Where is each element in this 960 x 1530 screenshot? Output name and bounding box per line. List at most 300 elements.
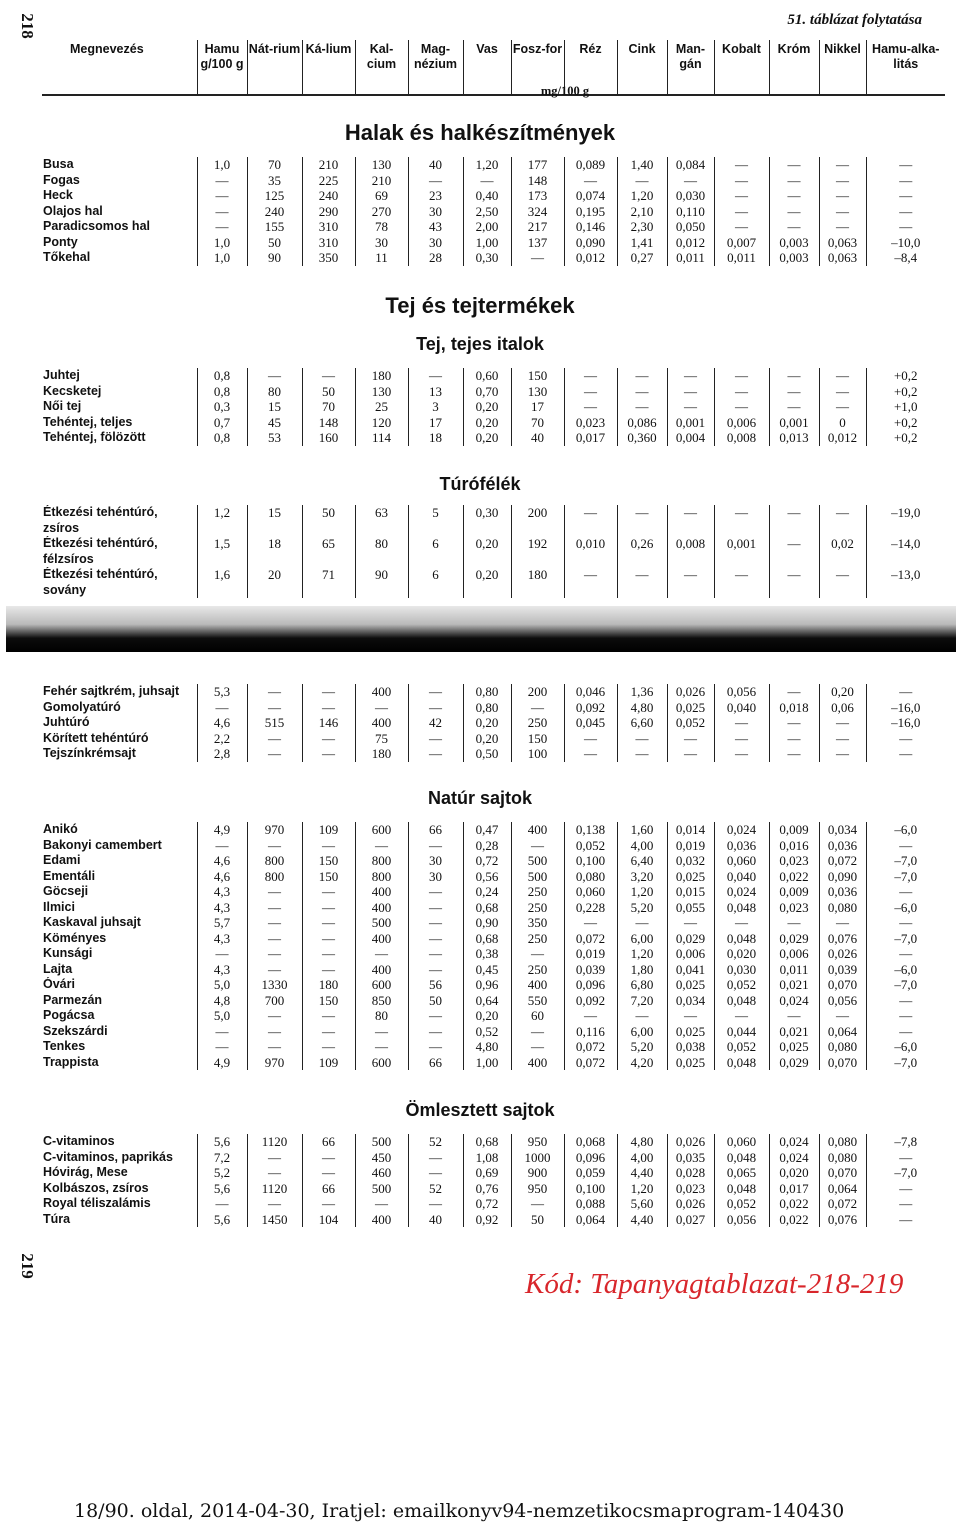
table-cell: —: [564, 384, 617, 400]
table-cell: 155: [247, 219, 302, 235]
table-cell: —: [819, 173, 866, 189]
table-cell: 0,68: [463, 931, 511, 947]
table-cell: 0,030: [667, 188, 714, 204]
table-cell: 0,056: [714, 1212, 769, 1228]
table-cell: —: [564, 915, 617, 931]
table-cell: 1,0: [197, 235, 247, 251]
section-omlesztett-title: Ömlesztett sajtok: [405, 1100, 555, 1120]
table-cell: 600: [355, 822, 408, 838]
table-cell: 1,5: [197, 536, 247, 567]
table-cell: 109: [302, 822, 355, 838]
table-cell: 120: [355, 415, 408, 431]
table-cell: 0,029: [667, 931, 714, 947]
table-row: [42, 219, 945, 235]
table-cell: 1,20: [617, 946, 667, 962]
table-cell: 1,36: [617, 684, 667, 700]
table-cell: 250: [511, 962, 564, 978]
table-cell: —: [866, 204, 945, 220]
table-cell: 0,47: [463, 822, 511, 838]
table-row: [42, 1150, 945, 1166]
table-cell: 0,063: [819, 250, 866, 266]
table-cell: —: [819, 715, 866, 731]
table-cell: —: [819, 399, 866, 415]
table-cell: —: [819, 384, 866, 400]
column-header: Hamu-alka-litás: [866, 40, 945, 95]
table-cell: 23: [408, 188, 463, 204]
table-cell: 0,036: [714, 838, 769, 854]
table-cell: —: [714, 731, 769, 747]
table-cell: —: [197, 188, 247, 204]
table-cell: 11: [355, 250, 408, 266]
table-cell: 15: [247, 399, 302, 415]
table-cell: 0,014: [667, 822, 714, 838]
table-cell: 180: [355, 746, 408, 762]
table-cell: 0,039: [819, 962, 866, 978]
table-row: [42, 1196, 945, 1212]
table-cell: —: [247, 900, 302, 916]
table-cell: 400: [355, 962, 408, 978]
table-cell: 0,20: [463, 536, 511, 567]
table-cell: 0,008: [667, 536, 714, 567]
table-cell: 310: [302, 219, 355, 235]
column-header: Cink: [617, 40, 667, 95]
table-cell: 0,011: [667, 250, 714, 266]
table-cell: —: [247, 838, 302, 854]
table-cell: 43: [408, 219, 463, 235]
table-cell: —: [408, 946, 463, 962]
table-cell: 210: [355, 173, 408, 189]
table-cell: —: [511, 1039, 564, 1055]
table-cell: 0,052: [714, 977, 769, 993]
code-label: Kód: Tapanyagtablazat-218-219: [525, 1268, 904, 1300]
table-cell: 0,029: [769, 931, 819, 947]
table-cell: 0,003: [769, 235, 819, 251]
table-cell: —: [617, 173, 667, 189]
table-cell: —: [714, 204, 769, 220]
table-cell: 0,360: [617, 430, 667, 446]
table-cell: 0,039: [564, 962, 617, 978]
table-cell: 0,025: [769, 1039, 819, 1055]
table-cell: 0,045: [564, 715, 617, 731]
table-cell: —: [866, 838, 945, 854]
table-cell: 20: [247, 567, 302, 598]
table-cell: 0,27: [617, 250, 667, 266]
table-cell: 150: [302, 869, 355, 885]
table-row: [42, 384, 945, 400]
table-cell: 0,20: [819, 684, 866, 700]
table-cell: 0,019: [667, 838, 714, 854]
table-cell: 0,048: [714, 1150, 769, 1166]
table-row: [42, 684, 945, 700]
table-cell: –6,0: [866, 1039, 945, 1055]
table-cell: 240: [302, 188, 355, 204]
table-cell: 0,048: [714, 1055, 769, 1071]
table-row: [42, 536, 945, 567]
table-row: [42, 1134, 945, 1150]
table-cell: 0,110: [667, 204, 714, 220]
table-cell: 800: [247, 853, 302, 869]
table-cell: —: [247, 962, 302, 978]
table-cell: —: [302, 1150, 355, 1166]
table-cell: —: [769, 188, 819, 204]
table-cell: 0,024: [714, 884, 769, 900]
table-cell: 0,020: [769, 1165, 819, 1181]
row-label: Kunsági: [43, 946, 93, 960]
table-cell: 0,035: [667, 1150, 714, 1166]
row-label: C-vitaminos: [43, 1134, 115, 1148]
table-cell: 18: [408, 430, 463, 446]
table-cell: 4,00: [617, 838, 667, 854]
table-cell: 0,146: [564, 219, 617, 235]
table-cell: —: [197, 173, 247, 189]
table-row: [42, 993, 945, 1009]
table-cell: 0,088: [564, 1196, 617, 1212]
table-cell: —: [302, 884, 355, 900]
table-cell: 6,80: [617, 977, 667, 993]
table-cell: 148: [511, 173, 564, 189]
table-cell: 0,089: [564, 157, 617, 173]
table-cell: 0,048: [714, 1181, 769, 1197]
table-row: [42, 368, 945, 384]
table-cell: 63: [355, 505, 408, 536]
page-number-bottom: 219: [17, 1253, 37, 1279]
table-row: [42, 188, 945, 204]
row-label: Túra: [43, 1211, 71, 1226]
header-table: [42, 40, 945, 96]
table-cell: —: [866, 746, 945, 762]
table-cell: —: [866, 915, 945, 931]
header-row: [42, 40, 945, 95]
table-cell: 0,023: [564, 415, 617, 431]
table-cell: 0,076: [819, 931, 866, 947]
table-cell: —: [819, 915, 866, 931]
table-cell: 1120: [247, 1181, 302, 1197]
table-cell: —: [866, 684, 945, 700]
row-label: Köményes: [43, 930, 107, 945]
table-cell: 0,20: [463, 567, 511, 598]
table-cell: —: [769, 384, 819, 400]
table-cell: 400: [355, 900, 408, 916]
column-header: Fosz-for: [511, 40, 564, 95]
table-cell: 0,006: [769, 946, 819, 962]
table-row: [42, 505, 945, 536]
table-cell: —: [819, 731, 866, 747]
table-cell: 192: [511, 536, 564, 567]
table-cell: —: [617, 1008, 667, 1024]
table-cell: 0,012: [564, 250, 617, 266]
table-cell: 69: [355, 188, 408, 204]
table-cell: —: [714, 915, 769, 931]
column-header: Nikkel: [819, 40, 866, 95]
row-label: Étkezési tehéntúró, zsíros: [43, 505, 158, 535]
table-cell: —: [408, 1165, 463, 1181]
table-row: [42, 700, 945, 716]
table-cell: —: [302, 915, 355, 931]
table-cell: —: [819, 567, 866, 598]
row-label: Női tej: [43, 399, 82, 413]
table-cell: —: [564, 368, 617, 384]
table-cell: 0,72: [463, 853, 511, 869]
table-cell: —: [302, 1008, 355, 1024]
table-cell: 5,6: [197, 1181, 247, 1197]
table-cell: —: [408, 700, 463, 716]
table-cell: 2,8: [197, 746, 247, 762]
table-cell: 0,080: [564, 869, 617, 885]
table-cell: 125: [247, 188, 302, 204]
table-cell: —: [714, 567, 769, 598]
table-cell: 250: [511, 884, 564, 900]
table-cell: 0,080: [819, 1134, 866, 1150]
section-omlesztett: [0, 1134, 960, 1227]
table-cell: –8,4: [866, 250, 945, 266]
table-cell: 0,20: [463, 415, 511, 431]
table-cell: —: [247, 931, 302, 947]
halak-table: [42, 157, 945, 266]
table-cell: 0,017: [564, 430, 617, 446]
table-cell: 0,8: [197, 368, 247, 384]
table-cell: 0,055: [667, 900, 714, 916]
table-cell: 40: [511, 430, 564, 446]
table-cell: 0,040: [714, 869, 769, 885]
table-cell: 800: [355, 869, 408, 885]
table-cell: —: [247, 1008, 302, 1024]
table-cell: —: [769, 715, 819, 731]
table-cell: 104: [302, 1212, 355, 1228]
table-cell: 4,6: [197, 869, 247, 885]
table-cell: —: [714, 746, 769, 762]
column-header: Megnevezés: [70, 42, 144, 56]
table-cell: –16,0: [866, 715, 945, 731]
table-cell: 0,064: [819, 1181, 866, 1197]
table-cell: 52: [408, 1181, 463, 1197]
table-cell: 7,20: [617, 993, 667, 1009]
table-cell: —: [866, 173, 945, 189]
table-cell: 5,60: [617, 1196, 667, 1212]
table-cell: —: [197, 1196, 247, 1212]
table-cell: 7,2: [197, 1150, 247, 1166]
table-cell: 0,138: [564, 822, 617, 838]
table-cell: 45: [247, 415, 302, 431]
table-cell: 0,7: [197, 415, 247, 431]
row-label: Körített tehéntúró: [43, 730, 149, 745]
row-label: Parmezán: [43, 992, 103, 1007]
column-header: Ká-lium: [302, 40, 355, 95]
table-cell: 0,072: [819, 1196, 866, 1212]
table-cell: 6,40: [617, 853, 667, 869]
table-row: [42, 204, 945, 220]
table-cell: 5,0: [197, 977, 247, 993]
table-row: [42, 399, 945, 415]
table-cell: —: [197, 700, 247, 716]
table-title: 51. táblázat folytatása: [787, 12, 922, 28]
table-cell: —: [408, 731, 463, 747]
table-cell: 0,28: [463, 838, 511, 854]
table-cell: —: [866, 1150, 945, 1166]
table-cell: —: [819, 157, 866, 173]
table-cell: —: [408, 368, 463, 384]
table-cell: 50: [302, 384, 355, 400]
table-cell: —: [408, 684, 463, 700]
table-cell: 500: [355, 915, 408, 931]
table-cell: —: [769, 399, 819, 415]
table-cell: 17: [408, 415, 463, 431]
table-cell: 60: [511, 1008, 564, 1024]
section-tej-title: Tej és tejtermékek: [385, 293, 575, 318]
table-cell: —: [819, 368, 866, 384]
table-cell: 225: [302, 173, 355, 189]
table-cell: 114: [355, 430, 408, 446]
table-cell: 0,006: [667, 946, 714, 962]
table-cell: 950: [511, 1134, 564, 1150]
table-cell: 0,032: [667, 853, 714, 869]
table-cell: —: [769, 368, 819, 384]
table-row: [42, 1165, 945, 1181]
row-label: Szekszárdi: [43, 1023, 108, 1038]
table-cell: 0,80: [463, 700, 511, 716]
table-row: [42, 900, 945, 916]
table-cell: 0,228: [564, 900, 617, 916]
table-cell: 0,52: [463, 1024, 511, 1040]
table-cell: 160: [302, 430, 355, 446]
table-cell: 0,048: [714, 993, 769, 1009]
table-cell: 0,024: [769, 1150, 819, 1166]
table-cell: 56: [408, 977, 463, 993]
table-cell: 1,20: [617, 884, 667, 900]
table-cell: 0,022: [769, 869, 819, 885]
table-cell: —: [866, 884, 945, 900]
table-cell: —: [866, 993, 945, 1009]
table-cell: —: [617, 399, 667, 415]
table-cell: 30: [408, 204, 463, 220]
table-cell: 1,08: [463, 1150, 511, 1166]
table-cell: —: [819, 204, 866, 220]
table-cell: 0,30: [463, 505, 511, 536]
column-header: Mag-nézium: [408, 40, 463, 95]
table-cell: —: [408, 900, 463, 916]
table-cell: 0,90: [463, 915, 511, 931]
table-cell: —: [819, 219, 866, 235]
table-cell: 17: [511, 399, 564, 415]
table-cell: 0,052: [667, 715, 714, 731]
table-cell: 80: [247, 384, 302, 400]
table-cell: 18: [247, 536, 302, 567]
table-cell: —: [617, 731, 667, 747]
table-cell: 0,025: [667, 1024, 714, 1040]
table-cell: 0,036: [819, 884, 866, 900]
table-cell: 4,80: [463, 1039, 511, 1055]
table-cell: +0,2: [866, 415, 945, 431]
table-cell: 0,69: [463, 1165, 511, 1181]
table-cell: —: [302, 1039, 355, 1055]
table-cell: 0,026: [667, 1134, 714, 1150]
table-cell: 0,009: [769, 822, 819, 838]
table-cell: 0,056: [819, 993, 866, 1009]
table-cell: 70: [247, 157, 302, 173]
table-cell: 0,06: [819, 700, 866, 716]
table-cell: 0,022: [769, 1196, 819, 1212]
table-cell: —: [819, 505, 866, 536]
table-cell: 850: [355, 993, 408, 1009]
table-cell: 0,052: [564, 838, 617, 854]
table-cell: 0,072: [564, 1039, 617, 1055]
table-cell: —: [302, 931, 355, 947]
table-cell: —: [714, 368, 769, 384]
table-cell: 0,003: [769, 250, 819, 266]
table-cell: 1,00: [463, 235, 511, 251]
table-cell: —: [302, 1196, 355, 1212]
table-cell: 0,092: [564, 993, 617, 1009]
table-cell: 0,006: [714, 415, 769, 431]
table-cell: 0,019: [564, 946, 617, 962]
table-cell: 0,034: [819, 822, 866, 838]
table-cell: 50: [302, 505, 355, 536]
row-label: Kaskaval juhsajt: [43, 915, 141, 929]
table-cell: –7,0: [866, 1165, 945, 1181]
table-cell: 0,060: [564, 884, 617, 900]
table-cell: +0,2: [866, 384, 945, 400]
table-cell: —: [302, 700, 355, 716]
table-cell: 0,72: [463, 1196, 511, 1212]
table-cell: —: [408, 838, 463, 854]
table-cell: 0,025: [667, 869, 714, 885]
table-cell: 0,001: [714, 536, 769, 567]
table-cell: 150: [511, 368, 564, 384]
table-cell: —: [408, 915, 463, 931]
table-cell: —: [197, 1024, 247, 1040]
column-header: Nát-rium: [247, 40, 302, 95]
table-cell: 173: [511, 188, 564, 204]
section-halak-title: Halak és halkészítmények: [344, 120, 616, 145]
table-cell: 400: [355, 884, 408, 900]
table-cell: —: [617, 567, 667, 598]
row-label: Ponty: [43, 234, 78, 249]
table-cell: —: [302, 684, 355, 700]
table-cell: 4,9: [197, 1055, 247, 1071]
table-cell: 0,050: [667, 219, 714, 235]
section-halak: [0, 157, 960, 266]
table-cell: —: [355, 700, 408, 716]
table-row: [42, 731, 945, 747]
table-cell: 0,026: [819, 946, 866, 962]
row-label: Gomolyatúró: [43, 699, 121, 714]
table-cell: 4,3: [197, 900, 247, 916]
footer-text: 18/90. oldal, 2014-04-30, Iratjel: emailkonyv94-nemzetikocsmaprogram-140430: [74, 1500, 845, 1522]
row-label: Ilmici: [43, 899, 75, 914]
table-cell: —: [769, 915, 819, 931]
table-cell: 217: [511, 219, 564, 235]
table-cell: 0,022: [769, 1212, 819, 1228]
table-cell: —: [667, 1008, 714, 1024]
table-cell: 0,024: [714, 822, 769, 838]
row-label: Tehéntej, fölözött: [43, 430, 146, 444]
table-row: [42, 838, 945, 854]
table-cell: 0,060: [714, 1134, 769, 1150]
table-cell: 5,7: [197, 915, 247, 931]
table-cell: 0,004: [667, 430, 714, 446]
row-label: Juhtúró: [43, 715, 90, 729]
table-cell: 0,013: [769, 430, 819, 446]
table-cell: 5,6: [197, 1212, 247, 1228]
table-cell: 0,96: [463, 977, 511, 993]
table-cell: —: [247, 1024, 302, 1040]
table-cell: 0,30: [463, 250, 511, 266]
table-cell: 1,40: [617, 157, 667, 173]
row-label: Fehér sajtkrém, juhsajt: [43, 684, 180, 698]
table-cell: —: [667, 505, 714, 536]
table-cell: –7,0: [866, 869, 945, 885]
table-cell: 180: [302, 977, 355, 993]
table-cell: —: [866, 219, 945, 235]
